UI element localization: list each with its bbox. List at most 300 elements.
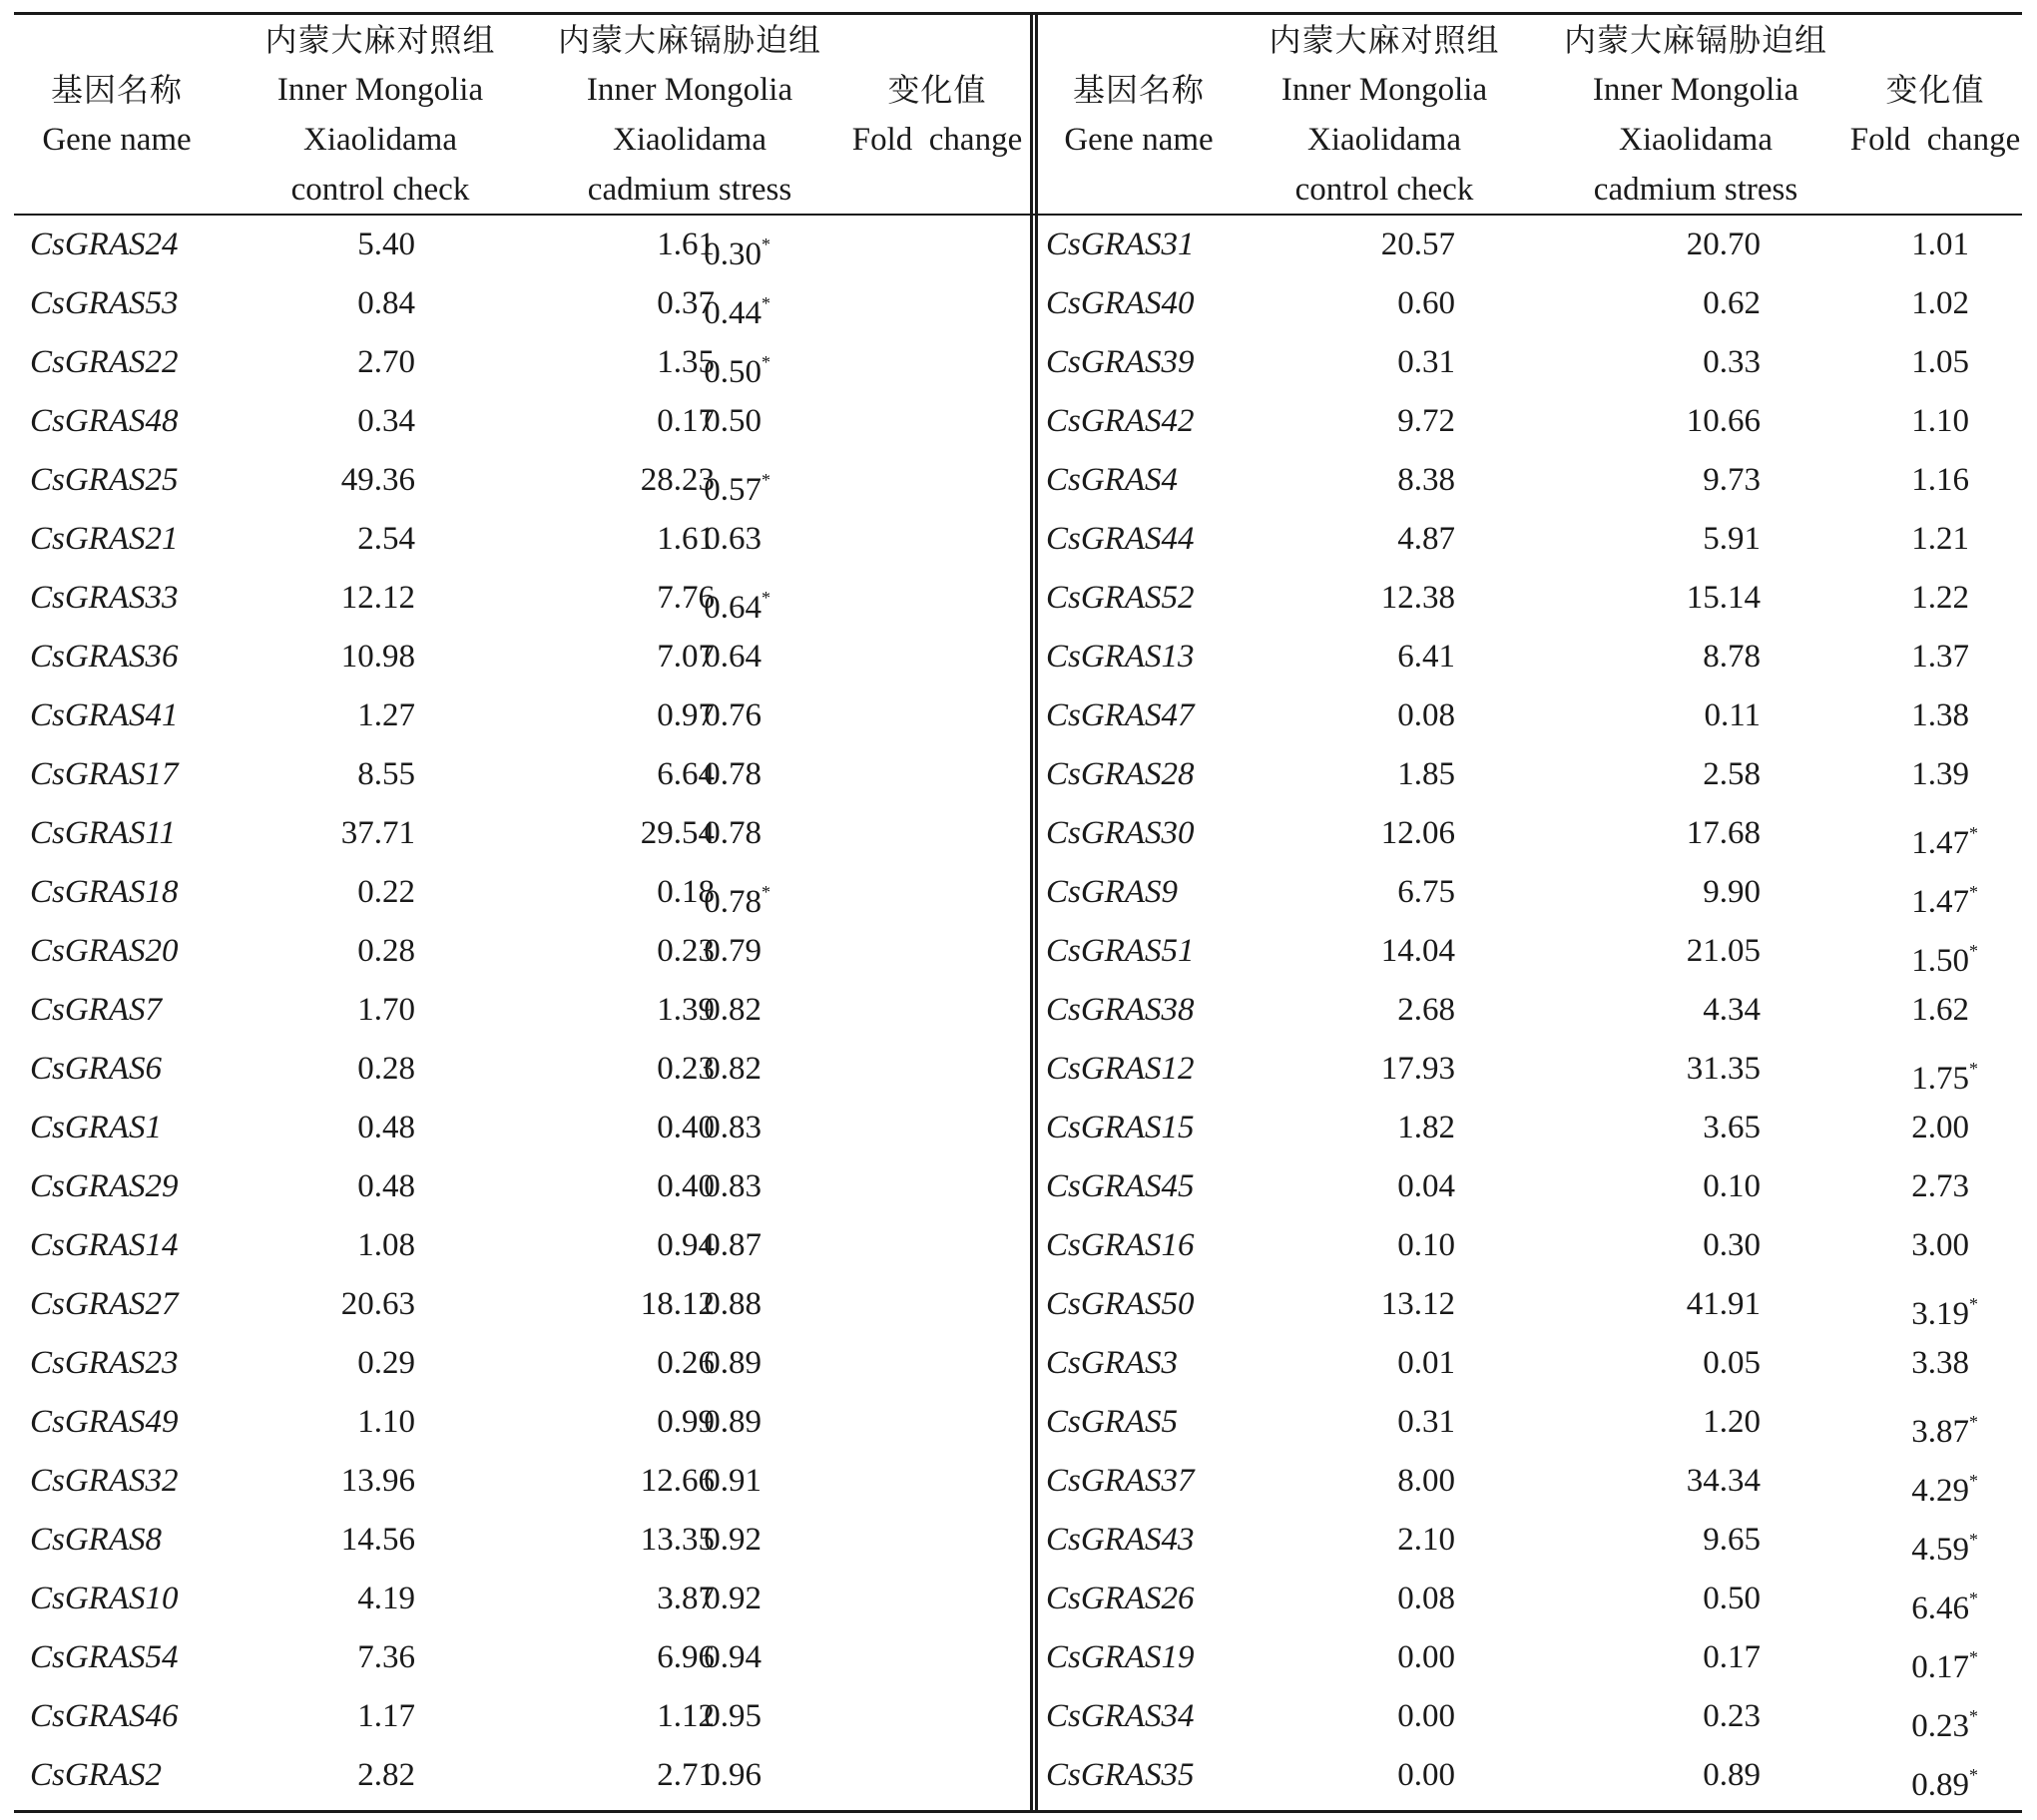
gene-name-cell: CsGRAS39 xyxy=(1046,344,1195,380)
fold-change-cell xyxy=(704,1687,770,1746)
fold-change-value: 0.83 xyxy=(704,1110,762,1145)
control-header-en1: Inner Mongolia xyxy=(1280,72,1488,108)
fold-change-cell xyxy=(1911,981,1978,1040)
table-row xyxy=(14,1687,1026,1746)
control-value-cell: 1.10 xyxy=(357,1404,415,1440)
control-value-cell: 0.34 xyxy=(357,403,415,439)
stress-value-cell: 9.90 xyxy=(1703,874,1761,910)
fold-change-cell xyxy=(1911,451,1978,510)
gene-name-cell: CsGRAS40 xyxy=(1046,285,1195,321)
control-value-cell: 1.17 xyxy=(357,1698,415,1734)
stress-value-cell: 34.34 xyxy=(1686,1463,1761,1499)
fold-change-cell xyxy=(1911,274,1978,333)
fold-change-value: 1.16 xyxy=(1911,462,1969,498)
stress-value-cell: 0.10 xyxy=(1703,1168,1761,1204)
fold-change-cell xyxy=(1911,628,1978,686)
table-row xyxy=(1044,745,2022,804)
fold-change-cell xyxy=(704,1040,770,1099)
gene-name-cell: CsGRAS24 xyxy=(30,227,179,262)
fold-change-value: 1.47 xyxy=(1911,825,1969,861)
fold-change-cell xyxy=(704,1511,770,1570)
fold-change-cell xyxy=(704,804,770,863)
stress-value-cell: 7.07 xyxy=(657,639,715,675)
gene-name-cell: CsGRAS23 xyxy=(30,1345,179,1381)
stress-value-cell: 9.73 xyxy=(1703,462,1761,498)
fold-change-value: 1.38 xyxy=(1911,697,1969,733)
fold-change-cell xyxy=(704,1452,770,1511)
stress-value-cell: 0.17 xyxy=(657,403,715,439)
fold-change-header-zh: 变化值 xyxy=(1885,71,1985,109)
gene-name-cell: CsGRAS15 xyxy=(1046,1110,1195,1145)
fold-change-value: 1.22 xyxy=(1911,580,1969,616)
significance-marker: * xyxy=(1969,1471,1978,1491)
stress-value-cell: 1.20 xyxy=(1703,1404,1761,1440)
stress-value-cell: 3.65 xyxy=(1703,1110,1761,1145)
stress-value-cell: 0.17 xyxy=(1703,1639,1761,1675)
gene-name-cell: CsGRAS8 xyxy=(30,1522,162,1558)
control-value-cell: 49.36 xyxy=(340,462,415,498)
control-header-zh: 内蒙大麻对照组 xyxy=(264,21,496,59)
control-value-cell: 0.00 xyxy=(1397,1639,1455,1675)
gene-name-cell: CsGRAS47 xyxy=(1046,697,1195,733)
fold-change-cell xyxy=(704,392,770,451)
fold-change-cell xyxy=(704,1334,770,1393)
control-value-cell: 2.54 xyxy=(357,521,415,557)
stress-header xyxy=(531,15,848,214)
control-header-en1: Inner Mongolia xyxy=(276,72,484,108)
table-row xyxy=(14,216,1026,274)
fold-change-cell xyxy=(704,510,770,569)
stress-value-cell: 3.87 xyxy=(657,1581,715,1616)
stress-value-cell: 41.91 xyxy=(1686,1286,1761,1322)
table-row xyxy=(1044,1628,2022,1687)
table-row xyxy=(1044,863,2022,922)
control-value-cell: 12.06 xyxy=(1380,815,1455,851)
fold-change-cell xyxy=(1911,745,1978,804)
table-row xyxy=(1044,981,2022,1040)
fold-change-value: 1.05 xyxy=(1911,344,1969,380)
fold-change-header-en: Fold change xyxy=(851,122,1023,158)
fold-change-value: 0.89 xyxy=(704,1404,762,1440)
stress-value-cell: 0.33 xyxy=(1703,344,1761,380)
control-value-cell: 1.85 xyxy=(1397,756,1455,792)
stress-header-zh: 内蒙大麻镉胁迫组 xyxy=(1563,21,1827,59)
control-value-cell: 7.36 xyxy=(357,1639,415,1675)
gene-name-cell: CsGRAS43 xyxy=(1046,1522,1195,1558)
table-row xyxy=(1044,1393,2022,1452)
fold-change-cell xyxy=(704,1216,770,1275)
table-row xyxy=(14,1216,1026,1275)
control-header-en2: Xiaolidama xyxy=(303,122,457,158)
fold-change-value: 1.02 xyxy=(1911,285,1969,321)
fold-change-value: 2.00 xyxy=(1911,1110,1969,1145)
stress-value-cell: 1.39 xyxy=(657,992,715,1028)
fold-change-value: 0.57 xyxy=(704,472,762,508)
control-value-cell: 20.63 xyxy=(340,1286,415,1322)
control-value-cell: 0.00 xyxy=(1397,1698,1455,1734)
stress-value-cell: 0.30 xyxy=(1703,1227,1761,1263)
fold-change-cell xyxy=(1911,1099,1978,1157)
fold-change-cell xyxy=(1911,510,1978,569)
gene-name-cell: CsGRAS53 xyxy=(30,285,179,321)
control-value-cell: 0.28 xyxy=(357,1051,415,1087)
control-value-cell: 0.84 xyxy=(357,285,415,321)
fold-change-value: 0.88 xyxy=(704,1286,762,1322)
table-row xyxy=(14,1452,1026,1511)
gene-name-cell: CsGRAS25 xyxy=(30,462,179,498)
control-value-cell: 0.04 xyxy=(1397,1168,1455,1204)
gene-name-cell: CsGRAS20 xyxy=(30,933,179,969)
fold-change-value: 3.19 xyxy=(1911,1296,1969,1332)
gene-name-cell: CsGRAS18 xyxy=(30,874,179,910)
control-value-cell: 8.00 xyxy=(1397,1463,1455,1499)
fold-change-value: 4.59 xyxy=(1911,1532,1969,1568)
stress-value-cell: 1.61 xyxy=(657,521,715,557)
gene-name-cell: CsGRAS9 xyxy=(1046,874,1178,910)
stress-value-cell: 0.40 xyxy=(657,1110,715,1145)
gene-name-cell: CsGRAS12 xyxy=(1046,1051,1195,1087)
fold-change-value: 6.46 xyxy=(1911,1591,1969,1626)
control-value-cell: 12.12 xyxy=(340,580,415,616)
gene-name-cell: CsGRAS45 xyxy=(1046,1168,1195,1204)
significance-marker: * xyxy=(1969,823,1978,843)
significance-marker: * xyxy=(1969,1706,1978,1726)
table-row xyxy=(14,628,1026,686)
table-row xyxy=(1044,1275,2022,1334)
gene-name-cell: CsGRAS21 xyxy=(30,521,179,557)
stress-value-cell: 4.34 xyxy=(1703,992,1761,1028)
gene-name-header-en: Gene name xyxy=(42,122,192,158)
fold-change-cell xyxy=(704,628,770,686)
stress-value-cell: 0.23 xyxy=(657,933,715,969)
gene-name-header-zh: 基因名称 xyxy=(50,71,183,109)
control-value-cell: 1.08 xyxy=(357,1227,415,1263)
gene-name-cell: CsGRAS26 xyxy=(1046,1581,1195,1616)
fold-change-value: 0.83 xyxy=(704,1168,762,1204)
significance-marker: * xyxy=(1969,1530,1978,1550)
stress-header-en2: Xiaolidama xyxy=(1619,122,1773,158)
stress-value-cell: 0.11 xyxy=(1704,697,1761,733)
stress-value-cell: 7.76 xyxy=(657,580,715,616)
fold-change-value: 1.50 xyxy=(1911,943,1969,979)
stress-value-cell: 10.66 xyxy=(1686,403,1761,439)
stress-header-en1: Inner Mongolia xyxy=(1592,72,1799,108)
fold-change-value: 0.64 xyxy=(704,639,762,675)
fold-change-cell xyxy=(704,922,770,981)
stress-value-cell: 1.35 xyxy=(657,344,715,380)
table-row xyxy=(1044,1099,2022,1157)
gene-name-cell: CsGRAS38 xyxy=(1046,992,1195,1028)
fold-change-value: 0.17 xyxy=(1911,1649,1969,1685)
significance-marker: * xyxy=(762,234,770,254)
significance-marker: * xyxy=(1969,1765,1978,1785)
gene-name-cell: CsGRAS11 xyxy=(30,815,177,851)
fold-change-cell xyxy=(704,1628,770,1687)
control-value-cell: 0.28 xyxy=(357,933,415,969)
significance-marker: * xyxy=(1969,1647,1978,1667)
gene-name-cell: CsGRAS48 xyxy=(30,403,179,439)
stress-value-cell: 9.65 xyxy=(1703,1522,1761,1558)
stress-header xyxy=(1537,15,1854,214)
fold-change-cell xyxy=(1911,1216,1978,1275)
table-row xyxy=(1044,1570,2022,1628)
table-row xyxy=(14,1275,1026,1334)
fold-change-cell xyxy=(704,1157,770,1216)
table-row xyxy=(1044,1334,2022,1393)
fold-change-value: 1.47 xyxy=(1911,884,1969,920)
stress-header-en3: cadmium stress xyxy=(587,172,792,208)
table-row xyxy=(14,1393,1026,1452)
control-value-cell: 14.56 xyxy=(340,1522,415,1558)
table-row xyxy=(14,569,1026,628)
fold-change-value: 0.78 xyxy=(704,884,762,920)
gene-name-cell: CsGRAS14 xyxy=(30,1227,179,1263)
control-value-cell: 6.75 xyxy=(1397,874,1455,910)
control-header xyxy=(236,15,525,214)
gene-name-cell: CsGRAS27 xyxy=(30,1286,179,1322)
fold-change-cell xyxy=(1911,1334,1978,1393)
stress-value-cell: 0.62 xyxy=(1703,285,1761,321)
table-row xyxy=(1044,333,2022,392)
control-value-cell: 0.10 xyxy=(1397,1227,1455,1263)
table-row xyxy=(14,745,1026,804)
table-row xyxy=(14,392,1026,451)
fold-change-cell xyxy=(1911,333,1978,392)
gene-name-cell: CsGRAS36 xyxy=(30,639,179,675)
significance-marker: * xyxy=(1969,1294,1978,1314)
control-value-cell: 5.40 xyxy=(357,227,415,262)
stress-value-cell: 2.71 xyxy=(657,1757,715,1793)
control-value-cell: 0.00 xyxy=(1397,1757,1455,1793)
left-table-body xyxy=(14,216,1026,1805)
gene-name-cell: CsGRAS30 xyxy=(1046,815,1195,851)
stress-value-cell: 1.12 xyxy=(657,1698,715,1734)
fold-change-value: 1.62 xyxy=(1911,992,1969,1028)
table-row xyxy=(1044,1452,2022,1511)
table-row xyxy=(14,333,1026,392)
fold-change-value: 0.50 xyxy=(704,354,762,390)
gene-name-cell: CsGRAS3 xyxy=(1046,1345,1178,1381)
stress-value-cell: 0.40 xyxy=(657,1168,715,1204)
stress-header-en1: Inner Mongolia xyxy=(586,72,793,108)
fold-change-value: 2.73 xyxy=(1911,1168,1969,1204)
control-value-cell: 13.12 xyxy=(1380,1286,1455,1322)
gene-name-cell: CsGRAS13 xyxy=(1046,639,1195,675)
significance-marker: * xyxy=(1969,1059,1978,1079)
fold-change-value: 1.75 xyxy=(1911,1061,1969,1097)
fold-change-cell xyxy=(1911,686,1978,745)
stress-value-cell: 0.23 xyxy=(657,1051,715,1087)
table-row xyxy=(14,274,1026,333)
fold-change-value: 0.63 xyxy=(704,521,762,557)
fold-change-value: 0.82 xyxy=(704,1051,762,1087)
fold-change-value: 0.78 xyxy=(704,756,762,792)
fold-change-cell xyxy=(704,1746,770,1805)
stress-value-cell: 0.94 xyxy=(657,1227,715,1263)
control-header-en2: Xiaolidama xyxy=(1307,122,1461,158)
stress-value-cell: 0.89 xyxy=(1703,1757,1761,1793)
gene-name-cell: CsGRAS54 xyxy=(30,1639,179,1675)
stress-value-cell: 15.14 xyxy=(1686,580,1761,616)
fold-change-cell xyxy=(1911,392,1978,451)
gene-name-cell: CsGRAS28 xyxy=(1046,756,1195,792)
stress-value-cell: 20.70 xyxy=(1686,227,1761,262)
significance-marker: * xyxy=(762,882,770,902)
significance-marker: * xyxy=(762,293,770,313)
control-value-cell: 2.68 xyxy=(1397,992,1455,1028)
table-row xyxy=(14,922,1026,981)
fold-change-value: 0.92 xyxy=(704,1581,762,1616)
gene-name-cell: CsGRAS44 xyxy=(1046,521,1195,557)
stress-value-cell: 0.23 xyxy=(1703,1698,1761,1734)
stress-value-cell: 21.05 xyxy=(1686,933,1761,969)
stress-header-en2: Xiaolidama xyxy=(613,122,766,158)
table-row xyxy=(1044,510,2022,569)
control-header xyxy=(1240,15,1529,214)
stress-value-cell: 2.58 xyxy=(1703,756,1761,792)
stress-value-cell: 18.12 xyxy=(640,1286,715,1322)
fold-change-cell xyxy=(1911,569,1978,628)
stress-value-cell: 1.61 xyxy=(657,227,715,262)
table-row xyxy=(1044,274,2022,333)
table-row xyxy=(14,1099,1026,1157)
control-value-cell: 2.70 xyxy=(357,344,415,380)
gene-name-cell: CsGRAS50 xyxy=(1046,1286,1195,1322)
fold-change-value: 3.00 xyxy=(1911,1227,1969,1263)
gene-name-cell: CsGRAS51 xyxy=(1046,933,1195,969)
fold-change-cell xyxy=(1911,216,1978,274)
fold-change-value: 3.38 xyxy=(1911,1345,1969,1381)
fold-change-value: 0.95 xyxy=(704,1698,762,1734)
table-row xyxy=(1044,216,2022,274)
stress-value-cell: 0.26 xyxy=(657,1345,715,1381)
fold-change-cell xyxy=(704,1275,770,1334)
table-row xyxy=(1044,451,2022,510)
control-value-cell: 17.93 xyxy=(1380,1051,1455,1087)
stress-value-cell: 0.37 xyxy=(657,285,715,321)
stress-value-cell: 0.99 xyxy=(657,1404,715,1440)
control-value-cell: 9.72 xyxy=(1397,403,1455,439)
gene-name-cell: CsGRAS16 xyxy=(1046,1227,1195,1263)
fold-change-value: 1.39 xyxy=(1911,756,1969,792)
significance-marker: * xyxy=(1969,1589,1978,1608)
table-row xyxy=(1044,1216,2022,1275)
control-value-cell: 1.82 xyxy=(1397,1110,1455,1145)
table-row xyxy=(14,510,1026,569)
gene-name-cell: CsGRAS42 xyxy=(1046,403,1195,439)
fold-change-value: 3.87 xyxy=(1911,1414,1969,1450)
table-row xyxy=(1044,1687,2022,1746)
control-value-cell: 1.27 xyxy=(357,697,415,733)
gene-name-cell: CsGRAS7 xyxy=(30,992,162,1028)
control-value-cell: 0.48 xyxy=(357,1168,415,1204)
table-row xyxy=(1044,686,2022,745)
gene-name-cell: CsGRAS31 xyxy=(1046,227,1195,262)
fold-change-value: 0.87 xyxy=(704,1227,762,1263)
table-row xyxy=(14,1570,1026,1628)
table-row xyxy=(14,1040,1026,1099)
control-value-cell: 13.96 xyxy=(340,1463,415,1499)
stress-header-zh: 内蒙大麻镉胁迫组 xyxy=(557,21,821,59)
table-row xyxy=(1044,392,2022,451)
fold-change-value: 0.44 xyxy=(704,295,762,331)
control-value-cell: 10.98 xyxy=(340,639,415,675)
control-value-cell: 8.38 xyxy=(1397,462,1455,498)
control-value-cell: 0.31 xyxy=(1397,1404,1455,1440)
fold-change-value: 1.10 xyxy=(1911,403,1969,439)
gene-name-header-en: Gene name xyxy=(1064,122,1214,158)
fold-change-cell xyxy=(704,1570,770,1628)
gene-name-cell: CsGRAS46 xyxy=(30,1698,179,1734)
significance-marker: * xyxy=(762,470,770,490)
gene-name-cell: CsGRAS37 xyxy=(1046,1463,1195,1499)
gene-name-cell: CsGRAS33 xyxy=(30,580,179,616)
stress-value-cell: 28.23 xyxy=(640,462,715,498)
control-value-cell: 0.22 xyxy=(357,874,415,910)
stress-value-cell: 31.35 xyxy=(1686,1051,1761,1087)
table-row xyxy=(1044,1040,2022,1099)
gene-name-cell: CsGRAS22 xyxy=(30,344,179,380)
significance-marker: * xyxy=(762,352,770,372)
control-value-cell: 37.71 xyxy=(340,815,415,851)
stress-value-cell: 0.05 xyxy=(1703,1345,1761,1381)
control-value-cell: 0.29 xyxy=(357,1345,415,1381)
fold-change-value: 0.79 xyxy=(704,933,762,969)
gene-name-cell: CsGRAS34 xyxy=(1046,1698,1195,1734)
gene-name-cell: CsGRAS52 xyxy=(1046,580,1195,616)
gene-name-cell: CsGRAS19 xyxy=(1046,1639,1195,1675)
control-value-cell: 4.87 xyxy=(1397,521,1455,557)
fold-change-header-en: Fold change xyxy=(1849,122,2021,158)
double-column-divider xyxy=(1030,12,1038,1813)
gene-name-cell: CsGRAS32 xyxy=(30,1463,179,1499)
table-row xyxy=(14,863,1026,922)
control-value-cell: 8.55 xyxy=(357,756,415,792)
control-value-cell: 6.41 xyxy=(1397,639,1455,675)
gene-name-cell: CsGRAS6 xyxy=(30,1051,162,1087)
gene-name-cell: CsGRAS1 xyxy=(30,1110,162,1145)
control-value-cell: 14.04 xyxy=(1380,933,1455,969)
stress-value-cell: 13.35 xyxy=(640,1522,715,1558)
table-row xyxy=(1044,569,2022,628)
table-row xyxy=(1044,1157,2022,1216)
control-header-en3: control check xyxy=(290,172,470,208)
gene-name-cell: CsGRAS41 xyxy=(30,697,179,733)
control-value-cell: 4.19 xyxy=(357,1581,415,1616)
fold-change-value: 4.29 xyxy=(1911,1473,1969,1509)
stress-value-cell: 5.91 xyxy=(1703,521,1761,557)
table-row xyxy=(14,1628,1026,1687)
control-value-cell: 12.38 xyxy=(1380,580,1455,616)
gene-name-header-zh: 基因名称 xyxy=(1072,71,1205,109)
control-value-cell: 0.01 xyxy=(1397,1345,1455,1381)
fold-change-value: 0.50 xyxy=(704,403,762,439)
stress-value-cell: 8.78 xyxy=(1703,639,1761,675)
fold-change-cell xyxy=(704,745,770,804)
table-row xyxy=(14,1511,1026,1570)
stress-value-cell: 17.68 xyxy=(1686,815,1761,851)
fold-change-value: 0.64 xyxy=(704,590,762,626)
fold-change-value: 0.23 xyxy=(1911,1708,1969,1744)
table-row xyxy=(14,686,1026,745)
fold-change-cell xyxy=(1911,1746,1978,1815)
fold-change-value: 1.21 xyxy=(1911,521,1969,557)
table-bottom-rule xyxy=(14,1810,2022,1813)
stress-value-cell: 12.66 xyxy=(640,1463,715,1499)
control-value-cell: 20.57 xyxy=(1380,227,1455,262)
control-header-en3: control check xyxy=(1294,172,1474,208)
table-row xyxy=(1044,628,2022,686)
